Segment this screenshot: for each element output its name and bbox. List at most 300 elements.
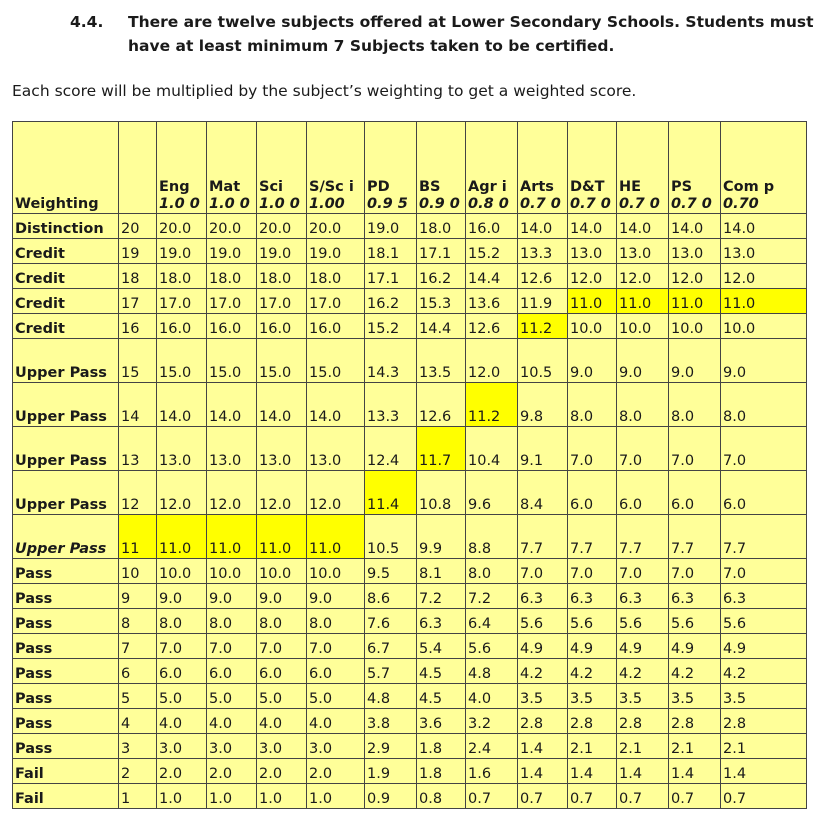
weighted-score-cell: 13.0 [617,239,669,264]
weighted-score-cell: 1.4 [617,759,669,784]
subject-header [257,122,307,214]
weighted-score-cell: 6.0 [568,471,617,515]
weighted-score-cell: 4.9 [518,634,568,659]
grade-label: Upper Pass [13,339,119,383]
weighted-score-cell: 7.0 [518,559,568,584]
table-row [13,314,807,339]
weighted-score-cell: 0.7 [518,784,568,809]
weighted-score-cell: 16.0 [257,314,307,339]
weighted-score-cell: 8.4 [518,471,568,515]
subject-name: Mat [209,179,241,195]
weighted-score-cell: 5.6 [721,609,807,634]
weighted-score-cell: 7.0 [157,634,207,659]
weighted-score-cell: 7.2 [466,584,518,609]
subject-weight: 0.7 0 [570,196,611,212]
weighted-score-cell: 8.0 [157,609,207,634]
weighted-score-cell: 14.4 [466,264,518,289]
score-cell: 20 [119,214,157,239]
score-cell: 16 [119,314,157,339]
weighted-score-cell: 1.8 [417,759,466,784]
weighted-score-cell: 14.0 [307,383,365,427]
subject-header [207,122,257,214]
weighted-score-cell: 11.0 [157,515,207,559]
weighted-score-cell: 9.6 [466,471,518,515]
weighted-score-cell: 11.7 [417,427,466,471]
weighted-score-cell: 18.0 [207,264,257,289]
weighted-score-cell: 5.6 [617,609,669,634]
weighted-score-cell: 4.2 [669,659,721,684]
subject-weight: 0.7 0 [520,196,561,212]
weighted-score-cell: 3.5 [721,684,807,709]
weighted-score-cell: 13.0 [307,427,365,471]
weighted-score-cell: 5.4 [417,634,466,659]
weighted-score-cell: 16.2 [365,289,417,314]
weighted-score-cell: 5.6 [669,609,721,634]
score-cell: 14 [119,383,157,427]
weighted-score-cell: 4.0 [257,709,307,734]
weighted-score-cell: 1.9 [365,759,417,784]
grade-label: Credit [13,264,119,289]
weighted-score-cell: 7.7 [721,515,807,559]
weighted-score-cell: 3.5 [669,684,721,709]
weighted-score-cell: 1.0 [157,784,207,809]
weighted-score-cell: 12.6 [417,383,466,427]
weighted-score-cell: 7.0 [568,559,617,584]
subject-name: PS [671,179,693,195]
weighted-score-cell: 10.4 [466,427,518,471]
weighted-score-cell: 8.0 [307,609,365,634]
subject-header [466,122,518,214]
weighted-score-cell: 5.6 [466,634,518,659]
score-cell: 13 [119,427,157,471]
grade-label: Distinction [13,214,119,239]
weighted-score-cell: 8.0 [466,559,518,584]
weighted-score-cell: 9.8 [518,383,568,427]
weighted-score-cell: 1.0 [257,784,307,809]
weighted-score-cell: 8.0 [617,383,669,427]
weighted-score-cell: 0.7 [721,784,807,809]
weighted-score-cell: 4.9 [568,634,617,659]
subject-name: Sci [259,179,284,195]
weighted-score-cell: 13.0 [207,427,257,471]
subject-weight: 0.7 0 [671,196,712,212]
weighted-score-cell: 1.4 [669,759,721,784]
weighted-score-cell: 12.0 [157,471,207,515]
weighted-score-cell: 20.0 [157,214,207,239]
table-row [13,609,807,634]
weighted-score-cell: 17.1 [365,264,417,289]
weighted-score-cell: 16.2 [417,264,466,289]
weighted-score-cell: 9.0 [568,339,617,383]
weighted-score-cell: 6.3 [669,584,721,609]
score-cell: 3 [119,734,157,759]
weighted-score-cell: 9.0 [307,584,365,609]
weighted-score-cell: 18.0 [257,264,307,289]
table-row [13,734,807,759]
weighted-score-cell: 2.1 [721,734,807,759]
weighted-score-cell: 2.9 [365,734,417,759]
weighted-score-cell: 4.2 [617,659,669,684]
score-header [119,122,157,214]
weighted-score-cell: 3.0 [307,734,365,759]
weighted-score-cell: 4.0 [307,709,365,734]
grade-label: Pass [13,584,119,609]
weighted-score-cell: 9.0 [617,339,669,383]
weighted-score-cell: 7.0 [617,559,669,584]
weighted-score-cell: 5.6 [518,609,568,634]
score-cell: 5 [119,684,157,709]
weighted-score-cell: 13.0 [257,427,307,471]
grade-label: Fail [13,759,119,784]
grade-label: Upper Pass [13,471,119,515]
table-row [13,759,807,784]
weighted-score-cell: 11.2 [466,383,518,427]
weighted-score-cell: 1.4 [721,759,807,784]
weighted-score-cell: 4.9 [669,634,721,659]
table-row [13,471,807,515]
weighted-score-cell: 2.0 [157,759,207,784]
weighted-score-cell: 8.1 [417,559,466,584]
weighted-score-cell: 18.0 [307,264,365,289]
subject-header [417,122,466,214]
weighted-score-cell: 8.0 [257,609,307,634]
grade-label: Pass [13,709,119,734]
table-row [13,584,807,609]
weighted-score-cell: 7.7 [617,515,669,559]
grade-label: Upper Pass [13,383,119,427]
subject-name: D&T [570,179,605,195]
weighted-score-cell: 5.6 [568,609,617,634]
weighted-score-cell: 16.0 [207,314,257,339]
weighted-score-cell: 12.0 [568,264,617,289]
weighted-score-cell: 3.5 [518,684,568,709]
weighted-score-cell: 14.4 [417,314,466,339]
weighted-score-cell: 1.4 [518,734,568,759]
weighted-score-cell: 10.0 [669,314,721,339]
weighted-score-cell: 7.7 [568,515,617,559]
weighted-score-cell: 10.0 [721,314,807,339]
weighted-score-cell: 9.0 [721,339,807,383]
weighted-score-cell: 2.4 [466,734,518,759]
table-row [13,339,807,383]
score-cell: 2 [119,759,157,784]
weighted-score-cell: 12.0 [466,339,518,383]
weighted-score-cell: 14.0 [721,214,807,239]
weighted-score-cell: 4.9 [617,634,669,659]
weighted-score-cell: 19.0 [307,239,365,264]
weighted-score-cell: 6.3 [568,584,617,609]
weighted-score-cell: 3.5 [617,684,669,709]
weighted-score-cell: 9.1 [518,427,568,471]
weighted-score-cell: 11.0 [617,289,669,314]
weighted-score-cell: 10.0 [257,559,307,584]
subject-header [157,122,207,214]
table-row [13,427,807,471]
weighted-score-cell: 7.0 [207,634,257,659]
weighted-score-cell: 20.0 [257,214,307,239]
weighted-score-cell: 0.7 [669,784,721,809]
score-cell: 11 [119,515,157,559]
subject-name: HE [619,179,642,195]
weighted-score-cell: 15.0 [207,339,257,383]
weighted-score-cell: 14.0 [257,383,307,427]
weighted-score-cell: 5.7 [365,659,417,684]
weighted-score-cell: 12.0 [307,471,365,515]
grade-label: Upper Pass [13,515,119,559]
weighted-score-cell: 11.0 [307,515,365,559]
weighted-score-cell: 11.0 [568,289,617,314]
weighted-score-cell: 11.0 [721,289,807,314]
weighted-score-cell: 2.1 [669,734,721,759]
table-row [13,515,807,559]
grade-label: Fail [13,784,119,809]
weighted-score-cell: 4.0 [466,684,518,709]
weighted-score-cell: 4.0 [207,709,257,734]
subject-weight: 0.8 0 [468,196,509,212]
table-row [13,784,807,809]
score-cell: 1 [119,784,157,809]
weighted-score-cell: 13.6 [466,289,518,314]
grade-label: Pass [13,634,119,659]
subject-weight: 0.9 5 [367,196,408,212]
table-row [13,214,807,239]
weighted-score-cell: 2.8 [721,709,807,734]
weighted-score-cell: 6.7 [365,634,417,659]
weighted-score-cell: 2.0 [207,759,257,784]
weighting-table [12,121,807,809]
weighted-score-cell: 2.8 [669,709,721,734]
subject-name: Com p [723,179,775,195]
weighted-score-cell: 7.0 [617,427,669,471]
weighted-score-cell: 19.0 [157,239,207,264]
weighted-score-cell: 13.5 [417,339,466,383]
intro-text: Each score will be multiplied by the subject’s weighting to get a weighted score. [12,82,637,100]
weighted-score-cell: 4.8 [466,659,518,684]
table-row [13,634,807,659]
score-cell: 7 [119,634,157,659]
grade-label: Credit [13,239,119,264]
weighted-score-cell: 7.0 [257,634,307,659]
grade-label: Pass [13,684,119,709]
weighted-score-cell: 2.0 [257,759,307,784]
weighted-score-cell: 8.6 [365,584,417,609]
weighted-score-cell: 9.0 [669,339,721,383]
weighted-score-cell: 6.0 [307,659,365,684]
weighting-label: Weighting [13,122,119,214]
weighted-score-cell: 18.0 [417,214,466,239]
table-row [13,659,807,684]
subject-weight: 1.0 0 [209,196,250,212]
weighted-score-cell: 12.0 [669,264,721,289]
weighted-score-cell: 6.0 [669,471,721,515]
weighted-score-cell: 4.8 [365,684,417,709]
weighted-score-cell: 9.5 [365,559,417,584]
weighted-score-cell: 8.0 [721,383,807,427]
weighted-score-cell: 10.0 [307,559,365,584]
weighted-score-cell: 10.0 [568,314,617,339]
subject-name: Arts [520,179,554,195]
weighted-score-cell: 19.0 [365,214,417,239]
grade-label: Credit [13,314,119,339]
weighted-score-cell: 11.2 [518,314,568,339]
weighted-score-cell: 8.8 [466,515,518,559]
subject-header [307,122,365,214]
weighted-score-cell: 7.7 [669,515,721,559]
weighted-score-cell: 17.0 [307,289,365,314]
weighted-score-cell: 11.9 [518,289,568,314]
weighted-score-cell: 4.5 [417,659,466,684]
subject-name: BS [419,179,441,195]
weighted-score-cell: 15.3 [417,289,466,314]
weighted-score-cell: 1.4 [568,759,617,784]
weighted-score-cell: 0.9 [365,784,417,809]
subject-weight: 1.0 0 [259,196,300,212]
weighted-score-cell: 0.7 [617,784,669,809]
table-row [13,383,807,427]
subject-header [669,122,721,214]
subject-header [568,122,617,214]
weighted-score-cell: 12.0 [721,264,807,289]
weighted-score-cell: 7.2 [417,584,466,609]
weighted-score-cell: 16.0 [307,314,365,339]
weighted-score-cell: 11.4 [365,471,417,515]
subject-header [617,122,669,214]
weighted-score-cell: 7.6 [365,609,417,634]
weighted-score-cell: 9.0 [207,584,257,609]
grade-label: Upper Pass [13,427,119,471]
section-text: There are twelve subjects offered at Lower Secondary Schools. Students must have at least minimum 7 Subjects taken to be certified. [128,13,814,55]
weighted-score-cell: 9.0 [157,584,207,609]
weighted-score-cell: 4.0 [157,709,207,734]
weighted-score-cell: 10.8 [417,471,466,515]
weighted-score-cell: 3.0 [157,734,207,759]
weighted-score-cell: 3.2 [466,709,518,734]
weighted-score-cell: 9.9 [417,515,466,559]
table-row [13,264,807,289]
weighted-score-cell: 7.0 [721,559,807,584]
subject-weight: 0.70 [723,196,759,212]
weighted-score-cell: 3.8 [365,709,417,734]
subject-weight: 0.7 0 [619,196,660,212]
weighted-score-cell: 2.0 [307,759,365,784]
weighted-score-cell: 3.0 [207,734,257,759]
weighted-score-cell: 1.0 [307,784,365,809]
weighted-score-cell: 8.0 [568,383,617,427]
weighted-score-cell: 10.5 [518,339,568,383]
table-row [13,684,807,709]
weighted-score-cell: 7.0 [669,559,721,584]
weighted-score-cell: 15.2 [365,314,417,339]
weighted-score-cell: 14.0 [669,214,721,239]
weighted-score-cell: 11.0 [669,289,721,314]
grade-label: Pass [13,659,119,684]
score-cell: 19 [119,239,157,264]
weighted-score-cell: 7.0 [307,634,365,659]
weighted-score-cell: 5.0 [157,684,207,709]
weighted-score-cell: 4.5 [417,684,466,709]
score-cell: 17 [119,289,157,314]
weighted-score-cell: 7.0 [669,427,721,471]
weighted-score-cell: 20.0 [307,214,365,239]
weighted-score-cell: 8.0 [669,383,721,427]
score-cell: 6 [119,659,157,684]
weighted-score-cell: 14.3 [365,339,417,383]
weighted-score-cell: 13.0 [568,239,617,264]
weighted-score-cell: 1.4 [518,759,568,784]
grade-label: Pass [13,559,119,584]
weighted-score-cell: 0.8 [417,784,466,809]
weighted-score-cell: 2.8 [617,709,669,734]
weighted-score-cell: 7.7 [518,515,568,559]
weighted-score-cell: 14.0 [157,383,207,427]
section-number: 4.4. [70,13,104,31]
weighted-score-cell: 13.0 [157,427,207,471]
weighted-score-cell: 1.6 [466,759,518,784]
weighted-score-cell: 10.0 [207,559,257,584]
weighted-score-cell: 12.4 [365,427,417,471]
weighted-score-cell: 11.0 [257,515,307,559]
weighted-score-cell: 14.0 [617,214,669,239]
weighted-score-cell: 13.0 [669,239,721,264]
weighted-score-cell: 6.3 [617,584,669,609]
score-cell: 15 [119,339,157,383]
weighted-score-cell: 12.6 [518,264,568,289]
weighted-score-cell: 17.0 [207,289,257,314]
weighted-score-cell: 16.0 [466,214,518,239]
subject-name: Agr i [468,179,507,195]
subject-weight: 0.9 0 [419,196,460,212]
weighted-score-cell: 15.2 [466,239,518,264]
weighted-score-cell: 14.0 [568,214,617,239]
weighted-score-cell: 18.0 [157,264,207,289]
weighted-score-cell: 13.0 [721,239,807,264]
weighted-score-cell: 0.7 [466,784,518,809]
weighted-score-cell: 3.0 [257,734,307,759]
subject-name: PD [367,179,390,195]
weighted-score-cell: 1.8 [417,734,466,759]
weighted-score-cell: 6.0 [721,471,807,515]
weighted-score-cell: 13.3 [365,383,417,427]
weighted-score-cell: 17.0 [157,289,207,314]
score-cell: 12 [119,471,157,515]
weighted-score-cell: 4.9 [721,634,807,659]
weighted-score-cell: 3.6 [417,709,466,734]
subject-name: Eng [159,179,190,195]
subject-name: S/Sc i [309,179,354,195]
weighted-score-cell: 14.0 [207,383,257,427]
weighted-score-cell: 5.0 [307,684,365,709]
weighted-score-cell: 6.3 [721,584,807,609]
header-row [13,122,807,214]
score-cell: 4 [119,709,157,734]
weighted-score-cell: 6.0 [257,659,307,684]
weighted-score-cell: 12.0 [617,264,669,289]
subject-weight: 1.00 [309,196,345,212]
weighted-score-cell: 4.2 [518,659,568,684]
weighted-score-cell: 7.0 [721,427,807,471]
weighted-score-cell: 6.0 [157,659,207,684]
weighted-score-cell: 2.8 [568,709,617,734]
table-row [13,239,807,264]
weighted-score-cell: 20.0 [207,214,257,239]
weighted-score-cell: 16.0 [157,314,207,339]
weighted-score-cell: 6.0 [207,659,257,684]
weighted-score-cell: 2.8 [518,709,568,734]
subject-header [721,122,807,214]
weighted-score-cell: 10.5 [365,515,417,559]
score-cell: 8 [119,609,157,634]
weighted-score-cell: 6.4 [466,609,518,634]
